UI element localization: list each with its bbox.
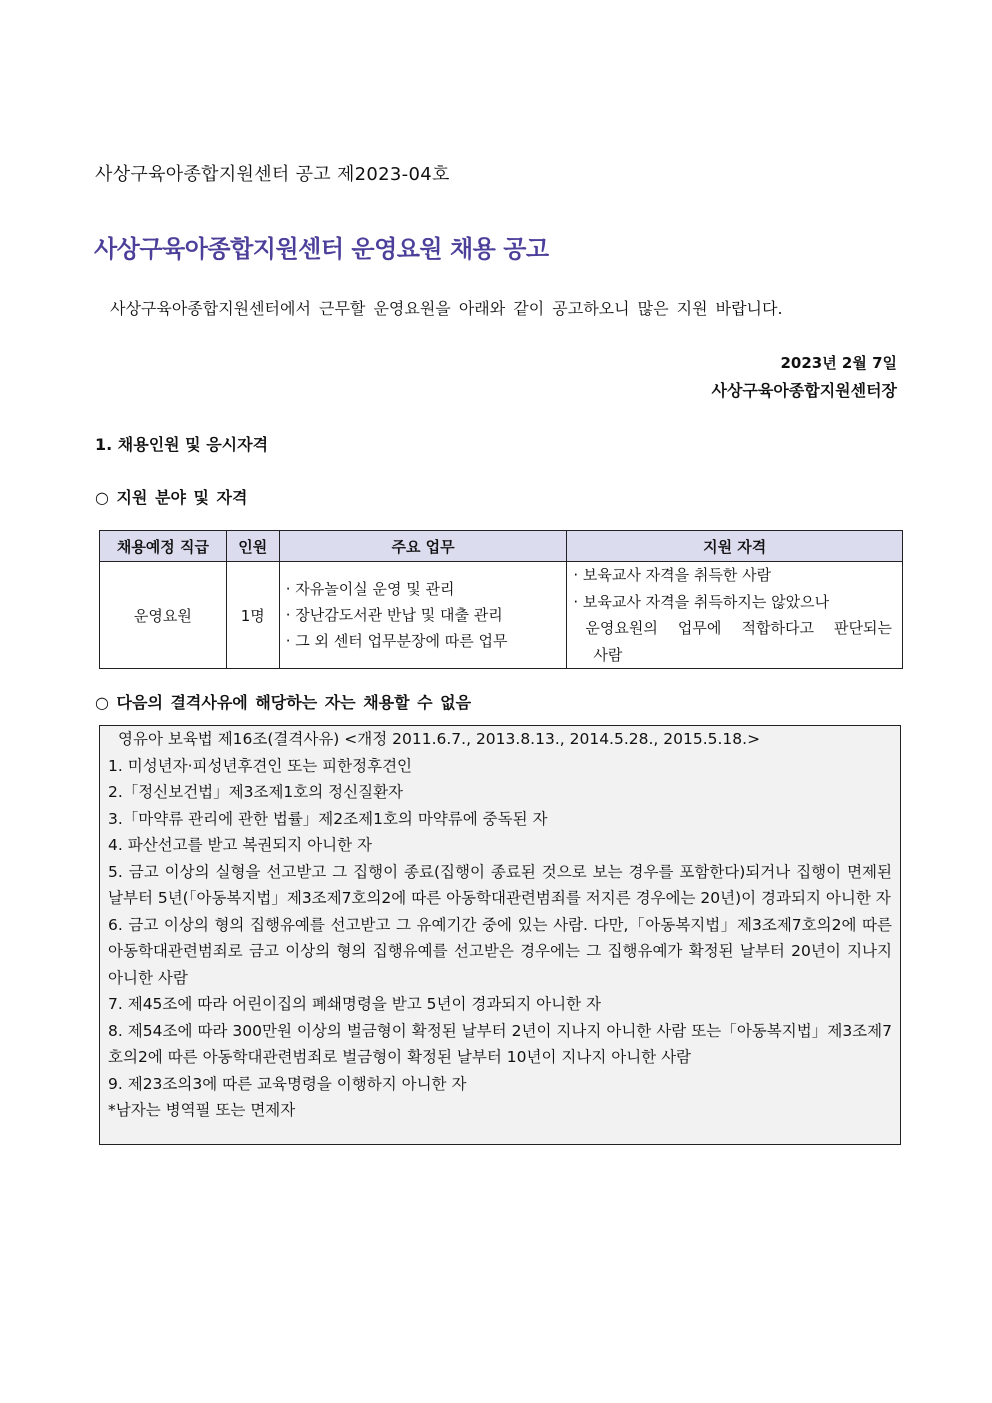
list-item: 7. 제45조에 따라 어린이집의 폐쇄명령을 받고 5년이 경과되지 아니한 자 bbox=[108, 995, 601, 1013]
table-header-row bbox=[100, 531, 903, 562]
list-item: 5. 금고 이상의 실형을 선고받고 그 집행이 종료(집행이 종료된 것으로 보는 경우를 포함한다)되거나 집행이 면제된 날부터 5년(「아동복지법」제3조제7호의2에 따른 아동학대관련범죄를 저지른 경우에는 20년)이 경과되지 아니한 자 bbox=[108, 862, 892, 907]
list-item: 9. 제23조의3에 따른 교육명령을 이행하지 아니한 자 bbox=[108, 1074, 467, 1093]
disqualification-box bbox=[99, 725, 901, 1145]
duty-item: · 장난감도서관 반납 및 대출 관리 bbox=[285, 606, 503, 624]
table-row bbox=[100, 562, 903, 669]
list-item: 1. 미성년자·피성년후견인 또는 피한정후견인 bbox=[108, 756, 413, 775]
notice-date: 2023년 2월 7일 bbox=[780, 354, 897, 372]
list-item: 3.「마약류 관리에 관한 법률」제2조제1호의 마약류에 중독된 자 bbox=[108, 809, 548, 828]
page-title: 사상구육아종합지원센터 운영요원 채용 공고 bbox=[94, 235, 549, 263]
note: *남자는 병역필 또는 면제자 bbox=[108, 1101, 296, 1119]
count-cell: 1명 bbox=[226, 562, 279, 669]
recruitment-table bbox=[99, 530, 903, 669]
intro-text: 사상구육아종합지원센터에서 근무할 운영요원을 아래와 같이 공고하오니 많은 지원 바랍니다. bbox=[110, 299, 783, 318]
section-heading: 1. 채용인원 및 응시자격 bbox=[95, 435, 269, 454]
list-item: 2.「정신보건법」제3조제1호의 정신질환자 bbox=[108, 783, 404, 801]
qualifications-cell bbox=[567, 562, 903, 669]
law-reference: 영유아 보육법 제16조(결격사유) <개정 2011.6.7., 2013.8.13., 2014.5.28., 2015.5.18.> bbox=[118, 730, 761, 748]
table-header: 채용예정 직급 bbox=[100, 531, 227, 562]
qualification-item: 운영요원의 업무에 적합하다고 판단되는 bbox=[585, 619, 892, 637]
table-header: 주요 업무 bbox=[279, 531, 567, 562]
table-header: 지원 자격 bbox=[567, 531, 903, 562]
list-item: 8. 제54조에 따라 300만원 이상의 벌금형이 확정된 날부터 2년이 지나지 아니한 사람 또는「아동복지법」제3조제7호의2에 따른 아동학대관련범죄로 벌금형이 확정된 날부터 10년이 지나지 아니한 사람 bbox=[108, 1021, 892, 1066]
qualification-item: 사람 bbox=[593, 645, 623, 664]
disqualification-heading: ○ 다음의 결격사유에 해당하는 자는 채용할 수 없음 bbox=[95, 693, 472, 712]
field-heading: ○ 지원 분야 및 자격 bbox=[95, 488, 248, 507]
list-item: 6. 금고 이상의 형의 집행유예를 선고받고 그 유예기간 중에 있는 사람. 다만,「아동복지법」제3조제7호의2에 따른 아동학대관련범죄로 금고 이상의 형의 집행유예를 선고받은 경우에는 그 집행유예가 확정된 날부터 20년이 지나지 아니한 사람 bbox=[108, 915, 892, 987]
duty-item: · 자유놀이실 운영 및 관리 bbox=[285, 580, 455, 598]
table-header: 인원 bbox=[226, 531, 279, 562]
list-item: 4. 파산선고를 받고 복권되지 아니한 자 bbox=[108, 836, 373, 854]
qualification-item: · 보육교사 자격을 취득하지는 않았으나 bbox=[573, 592, 830, 611]
qualification-item: · 보육교사 자격을 취득한 사람 bbox=[573, 566, 772, 584]
notice-number: 사상구육아종합지원센터 공고 제2023-04호 bbox=[95, 164, 450, 185]
position-cell: 운영요원 bbox=[100, 562, 227, 669]
issuer: 사상구육아종합지원센터장 bbox=[711, 381, 897, 400]
duty-item: · 그 외 센터 업무분장에 따른 업무 bbox=[285, 632, 508, 650]
duties-cell bbox=[279, 562, 567, 669]
